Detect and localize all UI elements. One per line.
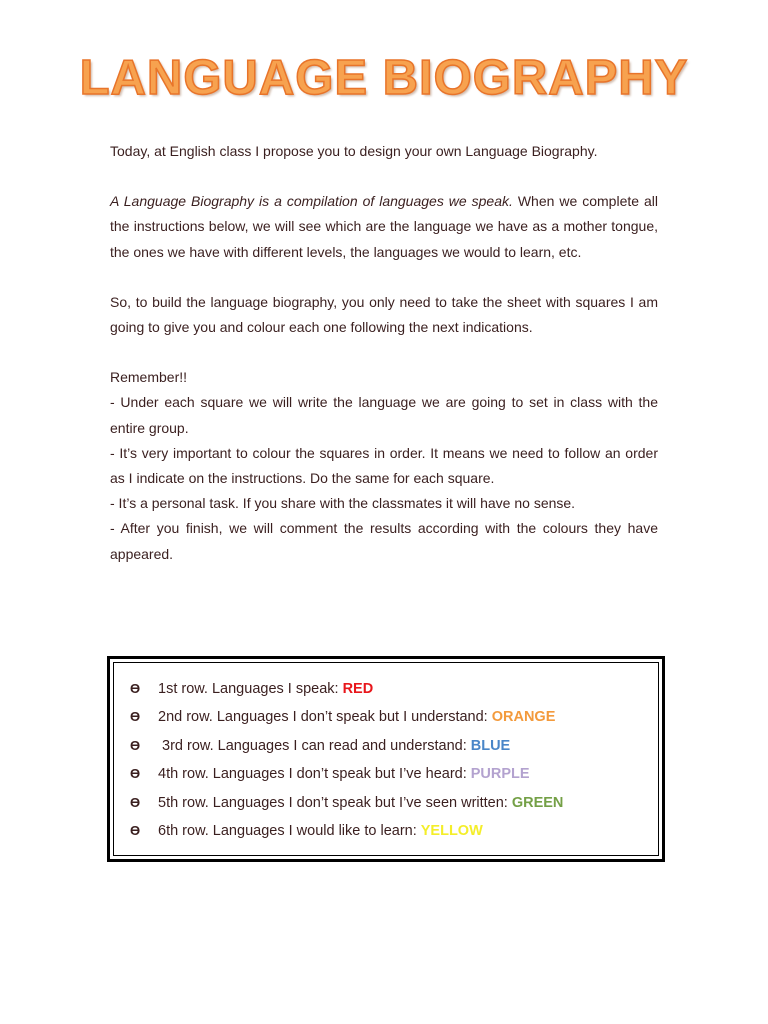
paragraph-spacer (110, 265, 658, 290)
instruction-row (130, 789, 563, 817)
instructions-box-inner (113, 662, 659, 856)
definition-rest: When we complete all the instructions below, we will see which are the language we have as a mother tongue, the ones we have with different levels, the languages we would to learn, etc. (110, 193, 658, 260)
instruction-row (130, 760, 563, 788)
color-word: YELLOW (420, 822, 483, 839)
remember-item: - Under each square we will write the language we are going to set in class with the entire group. (110, 394, 658, 436)
instruction-row (130, 703, 563, 731)
definition-italic: A Language Biography is a compilation of languages we speak. (110, 193, 513, 210)
instruction-text: 5th row. Languages I don’t speak but I’ve seen written: (158, 794, 508, 811)
instruction-text: 3rd row. Languages I can read and understand: (158, 737, 467, 754)
instruction-row (130, 675, 563, 703)
instructions-box (107, 656, 665, 862)
theta-bullet-icon: ϴ (130, 822, 141, 838)
color-word: ORANGE (491, 709, 556, 726)
theta-bullet-icon: ϴ (130, 709, 141, 725)
theta-bullet-icon: ϴ (130, 681, 141, 696)
build-paragraph: So, to build the language biography, you only need to take the sheet with squares I am going to give you and colour each one following the next indications. (110, 293, 658, 336)
intro-paragraph: Today, at English class I propose you to design your own Language Biography. (110, 143, 598, 159)
paragraph-spacer (110, 164, 658, 189)
color-word: BLUE (470, 737, 511, 754)
instruction-text: 2nd row. Languages I don’t speak but I understand: (158, 709, 488, 726)
instruction-text: 6th row. Languages I would like to learn: (158, 822, 417, 839)
remember-item: - After you finish, we will comment the results according with the colours they have appeared. (110, 520, 658, 562)
instructions-list (130, 675, 563, 845)
definition-paragraph (110, 189, 658, 265)
color-word: PURPLE (470, 766, 530, 783)
remember-heading: Remember!! (110, 369, 188, 386)
remember-item: - It’s a personal task. If you share with the classmates it will have no sense. (110, 495, 576, 512)
remember-item: - It’s very important to colour the squares in order. It means we need to follow an order as I indicate on the instructions. Do the same for each square. (110, 444, 658, 487)
instruction-text: 4th row. Languages I don’t speak but I’ve heard: (158, 766, 467, 783)
instruction-row (130, 817, 563, 845)
instruction-row (130, 732, 563, 760)
body-text (110, 139, 658, 567)
theta-bullet-icon: ϴ (130, 737, 141, 753)
instruction-text: 1st row. Languages I speak: (158, 681, 339, 697)
color-word: RED (342, 681, 374, 697)
theta-bullet-icon: ϴ (130, 766, 141, 782)
paragraph-spacer (110, 340, 658, 365)
theta-bullet-icon: ϴ (130, 794, 141, 810)
page-title: LANGUAGE BIOGRAPHY (79, 51, 689, 105)
color-word: GREEN (511, 794, 564, 811)
